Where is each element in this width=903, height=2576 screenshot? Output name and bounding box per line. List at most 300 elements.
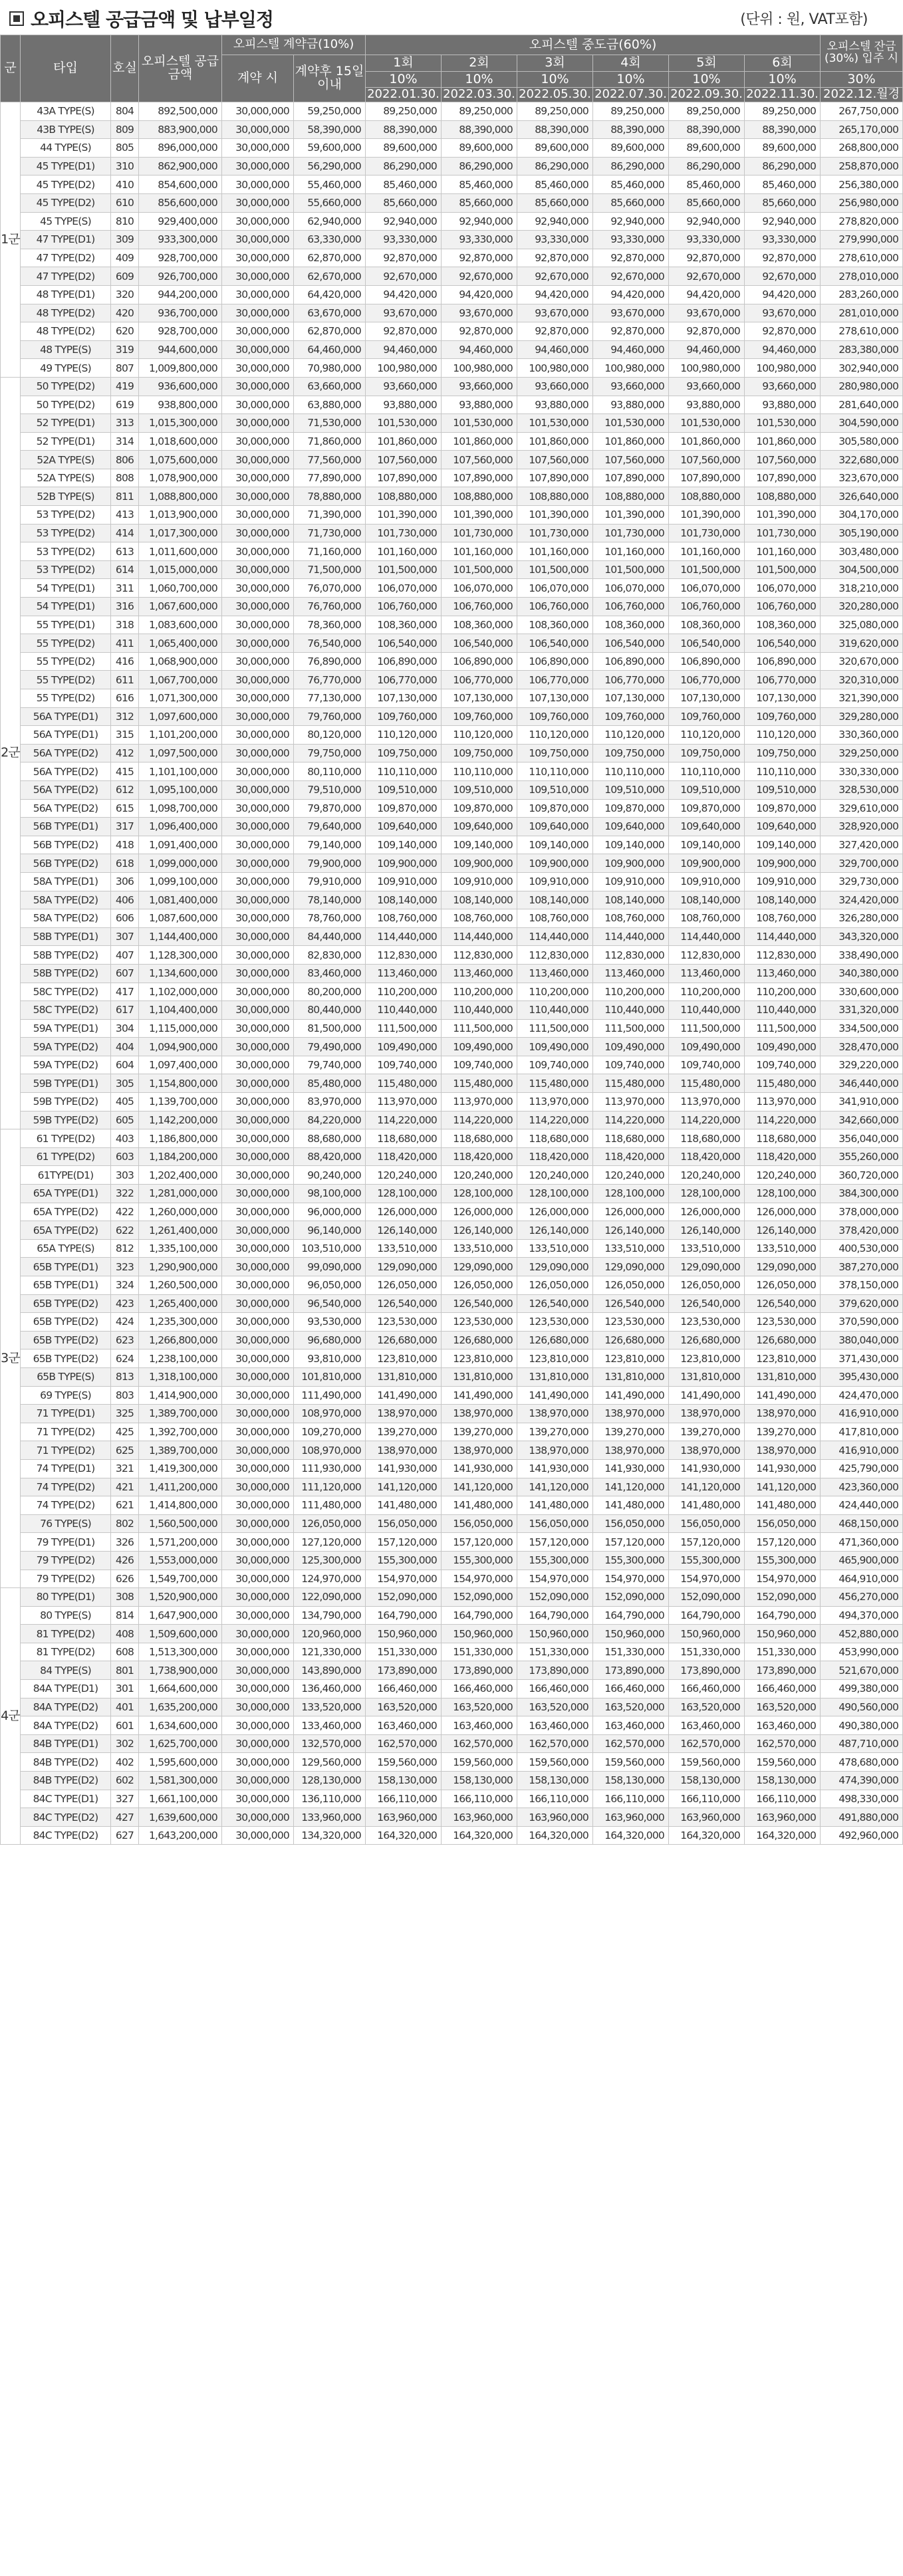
mid-6-cell: 92,870,000 [745, 322, 821, 341]
room-cell: 413 [111, 506, 139, 525]
mid-5-cell: 108,140,000 [669, 891, 745, 909]
mid-4-cell: 156,050,000 [593, 1514, 669, 1533]
mid-5-cell: 163,960,000 [669, 1808, 745, 1827]
contract-cell: 30,000,000 [222, 818, 294, 836]
type-cell: 58A TYPE(D2) [21, 891, 111, 909]
balance-cell: 334,500,000 [821, 1019, 903, 1038]
mid-5-cell: 86,290,000 [669, 157, 745, 176]
table-row [1, 1203, 903, 1221]
balance-cell: 356,040,000 [821, 1129, 903, 1148]
contract-cell: 30,000,000 [222, 1367, 294, 1386]
mid-1-cell: 100,980,000 [366, 359, 442, 378]
table-row [1, 671, 903, 689]
table-row [1, 414, 903, 433]
mid-6-cell: 173,890,000 [745, 1661, 821, 1680]
contract-cell: 30,000,000 [222, 1074, 294, 1093]
mid-1-cell: 111,500,000 [366, 1019, 442, 1038]
room-cell: 302 [111, 1734, 139, 1753]
header-inst-1-date: 2022.01.30. [366, 88, 442, 102]
mid-6-cell: 109,640,000 [745, 818, 821, 836]
balance-cell: 355,260,000 [821, 1147, 903, 1166]
room-cell: 802 [111, 1514, 139, 1533]
mid-5-cell: 92,870,000 [669, 322, 745, 341]
mid-2-cell: 101,500,000 [442, 560, 517, 579]
mid-2-cell: 101,530,000 [442, 414, 517, 433]
mid-4-cell: 173,890,000 [593, 1661, 669, 1680]
contract-cell: 30,000,000 [222, 1349, 294, 1368]
mid-3-cell: 101,390,000 [517, 506, 593, 525]
contract-after-cell: 71,500,000 [294, 560, 366, 579]
room-cell: 403 [111, 1129, 139, 1148]
mid-4-cell: 93,670,000 [593, 304, 669, 322]
contract-after-cell: 84,220,000 [294, 1111, 366, 1129]
type-cell: 65A TYPE(S) [21, 1239, 111, 1258]
supply-cell: 1,411,200,000 [139, 1478, 222, 1496]
mid-6-cell: 89,600,000 [745, 139, 821, 158]
mid-1-cell: 94,420,000 [366, 285, 442, 304]
mid-2-cell: 173,890,000 [442, 1661, 517, 1680]
mid-3-cell: 109,140,000 [517, 836, 593, 854]
header-inst-2-date: 2022.03.30. [442, 88, 517, 102]
balance-cell: 378,420,000 [821, 1221, 903, 1240]
contract-cell: 30,000,000 [222, 1533, 294, 1552]
mid-1-cell: 86,290,000 [366, 157, 442, 176]
mid-6-cell: 164,320,000 [745, 1826, 821, 1845]
mid-6-cell: 93,660,000 [745, 377, 821, 396]
supply-cell: 1,664,600,000 [139, 1680, 222, 1698]
room-cell: 422 [111, 1203, 139, 1221]
type-cell: 53 TYPE(D2) [21, 542, 111, 561]
mid-5-cell: 93,330,000 [669, 231, 745, 249]
page-header [0, 0, 876, 35]
mid-4-cell: 139,270,000 [593, 1423, 669, 1441]
mid-2-cell: 163,960,000 [442, 1808, 517, 1827]
supply-cell: 1,060,700,000 [139, 579, 222, 598]
table-row [1, 1790, 903, 1808]
mid-4-cell: 107,890,000 [593, 469, 669, 487]
contract-after-cell: 79,640,000 [294, 818, 366, 836]
mid-3-cell: 155,300,000 [517, 1551, 593, 1570]
mid-2-cell: 118,680,000 [442, 1129, 517, 1148]
mid-1-cell: 164,320,000 [366, 1826, 442, 1845]
table-row [1, 872, 903, 891]
room-cell: 405 [111, 1093, 139, 1112]
table-row [1, 1093, 903, 1112]
type-cell: 52A TYPE(S) [21, 469, 111, 487]
type-cell: 65A TYPE(D2) [21, 1203, 111, 1221]
contract-after-cell: 96,540,000 [294, 1294, 366, 1313]
mid-1-cell: 101,860,000 [366, 432, 442, 451]
room-cell: 311 [111, 579, 139, 598]
header-contract-group: 오피스텔 계약금(10%) [222, 35, 366, 55]
table-row [1, 1661, 903, 1680]
type-cell: 74 TYPE(D2) [21, 1496, 111, 1515]
mid-5-cell: 118,420,000 [669, 1147, 745, 1166]
balance-cell: 464,910,000 [821, 1570, 903, 1588]
room-cell: 407 [111, 946, 139, 965]
mid-1-cell: 92,940,000 [366, 212, 442, 231]
balance-cell: 329,700,000 [821, 854, 903, 873]
mid-4-cell: 141,120,000 [593, 1478, 669, 1496]
mid-6-cell: 155,300,000 [745, 1551, 821, 1570]
table-row [1, 377, 903, 396]
mid-3-cell: 128,100,000 [517, 1185, 593, 1203]
type-cell: 45 TYPE(D1) [21, 157, 111, 176]
contract-after-cell: 70,980,000 [294, 359, 366, 378]
balance-cell: 494,370,000 [821, 1606, 903, 1625]
mid-6-cell: 126,680,000 [745, 1331, 821, 1349]
mid-6-cell: 109,760,000 [745, 707, 821, 726]
mid-1-cell: 163,460,000 [366, 1716, 442, 1735]
mid-4-cell: 118,420,000 [593, 1147, 669, 1166]
mid-5-cell: 108,880,000 [669, 487, 745, 506]
mid-2-cell: 110,110,000 [442, 762, 517, 781]
type-cell: 56A TYPE(D2) [21, 780, 111, 799]
mid-6-cell: 156,050,000 [745, 1514, 821, 1533]
room-cell: 617 [111, 1001, 139, 1020]
contract-after-cell: 133,460,000 [294, 1716, 366, 1735]
mid-6-cell: 106,760,000 [745, 598, 821, 616]
mid-4-cell: 141,480,000 [593, 1496, 669, 1515]
room-cell: 408 [111, 1625, 139, 1643]
mid-6-cell: 108,140,000 [745, 891, 821, 909]
header-mid-group: 오피스텔 중도금(60%) [366, 35, 821, 55]
type-cell: 80 TYPE(D1) [21, 1588, 111, 1607]
type-cell: 49 TYPE(S) [21, 359, 111, 378]
balance-cell: 471,360,000 [821, 1533, 903, 1552]
mid-5-cell: 101,160,000 [669, 542, 745, 561]
mid-4-cell: 163,460,000 [593, 1716, 669, 1735]
balance-cell: 490,380,000 [821, 1716, 903, 1735]
balance-cell: 265,170,000 [821, 120, 903, 139]
mid-6-cell: 107,130,000 [745, 689, 821, 708]
mid-6-cell: 101,530,000 [745, 414, 821, 433]
mid-3-cell: 109,510,000 [517, 780, 593, 799]
mid-3-cell: 101,730,000 [517, 524, 593, 542]
mid-5-cell: 101,390,000 [669, 506, 745, 525]
type-cell: 58B TYPE(D2) [21, 946, 111, 965]
balance-cell: 417,810,000 [821, 1423, 903, 1441]
contract-after-cell: 108,970,000 [294, 1441, 366, 1460]
mid-2-cell: 108,880,000 [442, 487, 517, 506]
table-row [1, 1734, 903, 1753]
mid-1-cell: 85,660,000 [366, 193, 442, 212]
contract-cell: 30,000,000 [222, 744, 294, 762]
table-row [1, 1606, 903, 1625]
mid-2-cell: 101,730,000 [442, 524, 517, 542]
mid-2-cell: 85,460,000 [442, 176, 517, 194]
mid-4-cell: 158,130,000 [593, 1772, 669, 1790]
room-cell: 315 [111, 726, 139, 745]
contract-after-cell: 85,480,000 [294, 1074, 366, 1093]
mid-1-cell: 93,330,000 [366, 231, 442, 249]
type-cell: 56B TYPE(D1) [21, 818, 111, 836]
supply-cell: 1,068,900,000 [139, 652, 222, 671]
mid-5-cell: 85,460,000 [669, 176, 745, 194]
supply-cell: 1,260,500,000 [139, 1276, 222, 1295]
mid-4-cell: 93,660,000 [593, 377, 669, 396]
mid-1-cell: 155,300,000 [366, 1551, 442, 1570]
mid-3-cell: 126,050,000 [517, 1276, 593, 1295]
balance-cell: 268,800,000 [821, 139, 903, 158]
mid-3-cell: 123,810,000 [517, 1349, 593, 1368]
contract-cell: 30,000,000 [222, 1166, 294, 1185]
contract-cell: 30,000,000 [222, 927, 294, 946]
contract-cell: 30,000,000 [222, 1772, 294, 1790]
mid-5-cell: 110,120,000 [669, 726, 745, 745]
table-row [1, 176, 903, 194]
contract-after-cell: 83,460,000 [294, 964, 366, 983]
balance-cell: 318,210,000 [821, 579, 903, 598]
contract-after-cell: 132,570,000 [294, 1734, 366, 1753]
mid-5-cell: 123,810,000 [669, 1349, 745, 1368]
mid-3-cell: 85,460,000 [517, 176, 593, 194]
contract-after-cell: 79,910,000 [294, 872, 366, 891]
balance-cell: 324,420,000 [821, 891, 903, 909]
room-cell: 319 [111, 340, 139, 359]
balance-cell: 304,170,000 [821, 506, 903, 525]
mid-5-cell: 85,660,000 [669, 193, 745, 212]
mid-6-cell: 154,970,000 [745, 1570, 821, 1588]
supply-cell: 928,700,000 [139, 249, 222, 267]
type-cell: 84 TYPE(S) [21, 1661, 111, 1680]
type-cell: 65B TYPE(D2) [21, 1331, 111, 1349]
header-inst-2: 2회 [442, 55, 517, 72]
table-row [1, 634, 903, 653]
room-cell: 325 [111, 1405, 139, 1423]
mid-6-cell: 164,790,000 [745, 1606, 821, 1625]
contract-after-cell: 128,130,000 [294, 1772, 366, 1790]
mid-4-cell: 110,200,000 [593, 983, 669, 1001]
balance-cell: 340,380,000 [821, 964, 903, 983]
balance-cell: 338,490,000 [821, 946, 903, 965]
mid-1-cell: 138,970,000 [366, 1441, 442, 1460]
supply-cell: 892,500,000 [139, 102, 222, 121]
mid-2-cell: 106,070,000 [442, 579, 517, 598]
contract-after-cell: 80,200,000 [294, 983, 366, 1001]
type-cell: 53 TYPE(D2) [21, 524, 111, 542]
contract-after-cell: 79,510,000 [294, 780, 366, 799]
balance-cell: 521,670,000 [821, 1661, 903, 1680]
title-wrap [9, 5, 273, 32]
mid-5-cell: 164,790,000 [669, 1606, 745, 1625]
mid-5-cell: 150,960,000 [669, 1625, 745, 1643]
mid-1-cell: 109,510,000 [366, 780, 442, 799]
supply-cell: 1,015,300,000 [139, 414, 222, 433]
mid-6-cell: 110,110,000 [745, 762, 821, 781]
supply-cell: 1,013,900,000 [139, 506, 222, 525]
balance-cell: 492,960,000 [821, 1826, 903, 1845]
mid-6-cell: 138,970,000 [745, 1441, 821, 1460]
mid-3-cell: 106,070,000 [517, 579, 593, 598]
mid-6-cell: 114,440,000 [745, 927, 821, 946]
header-inst-6-date: 2022.11.30. [745, 88, 821, 102]
mid-1-cell: 93,670,000 [366, 304, 442, 322]
mid-5-cell: 128,100,000 [669, 1185, 745, 1203]
mid-4-cell: 150,960,000 [593, 1625, 669, 1643]
mid-2-cell: 141,480,000 [442, 1496, 517, 1515]
mid-4-cell: 141,490,000 [593, 1386, 669, 1405]
contract-after-cell: 111,930,000 [294, 1459, 366, 1478]
supply-cell: 1,144,400,000 [139, 927, 222, 946]
type-cell: 65B TYPE(D2) [21, 1294, 111, 1313]
mid-6-cell: 115,480,000 [745, 1074, 821, 1093]
contract-cell: 30,000,000 [222, 1551, 294, 1570]
type-cell: 74 TYPE(D1) [21, 1459, 111, 1478]
contract-cell: 30,000,000 [222, 1001, 294, 1020]
room-cell: 404 [111, 1038, 139, 1056]
contract-after-cell: 82,830,000 [294, 946, 366, 965]
contract-after-cell: 71,860,000 [294, 432, 366, 451]
table-row [1, 1386, 903, 1405]
room-cell: 423 [111, 1294, 139, 1313]
mid-2-cell: 126,000,000 [442, 1203, 517, 1221]
balance-cell: 341,910,000 [821, 1093, 903, 1112]
supply-cell: 1,392,700,000 [139, 1423, 222, 1441]
table-row [1, 102, 903, 121]
contract-cell: 30,000,000 [222, 487, 294, 506]
room-cell: 410 [111, 176, 139, 194]
mid-4-cell: 113,970,000 [593, 1093, 669, 1112]
mid-6-cell: 106,070,000 [745, 579, 821, 598]
mid-5-cell: 92,670,000 [669, 267, 745, 286]
room-cell: 415 [111, 762, 139, 781]
type-cell: 84B TYPE(D2) [21, 1772, 111, 1790]
page-title: 오피스텔 공급금액 및 납부일정 [31, 9, 273, 31]
type-cell: 55 TYPE(D1) [21, 616, 111, 634]
mid-4-cell: 101,860,000 [593, 432, 669, 451]
type-cell: 71 TYPE(D1) [21, 1405, 111, 1423]
mid-5-cell: 118,680,000 [669, 1129, 745, 1148]
table-row [1, 1753, 903, 1772]
contract-cell: 30,000,000 [222, 1111, 294, 1129]
mid-1-cell: 115,480,000 [366, 1074, 442, 1093]
contract-cell: 30,000,000 [222, 1753, 294, 1772]
mid-3-cell: 92,870,000 [517, 249, 593, 267]
mid-4-cell: 86,290,000 [593, 157, 669, 176]
mid-4-cell: 163,520,000 [593, 1698, 669, 1716]
mid-1-cell: 141,930,000 [366, 1459, 442, 1478]
mid-2-cell: 112,830,000 [442, 946, 517, 965]
mid-3-cell: 154,970,000 [517, 1570, 593, 1588]
type-cell: 59A TYPE(D1) [21, 1019, 111, 1038]
mid-2-cell: 166,110,000 [442, 1790, 517, 1808]
contract-cell: 30,000,000 [222, 1625, 294, 1643]
mid-6-cell: 88,390,000 [745, 120, 821, 139]
room-cell: 809 [111, 120, 139, 139]
mid-2-cell: 123,530,000 [442, 1313, 517, 1332]
mid-1-cell: 112,830,000 [366, 946, 442, 965]
balance-cell: 465,900,000 [821, 1551, 903, 1570]
supply-cell: 928,700,000 [139, 322, 222, 341]
supply-cell: 1,186,800,000 [139, 1129, 222, 1148]
type-cell: 52 TYPE(D1) [21, 414, 111, 433]
mid-4-cell: 108,880,000 [593, 487, 669, 506]
mid-3-cell: 139,270,000 [517, 1423, 593, 1441]
type-cell: 47 TYPE(D1) [21, 231, 111, 249]
mid-6-cell: 157,120,000 [745, 1533, 821, 1552]
type-cell: 65B TYPE(D2) [21, 1349, 111, 1368]
mid-3-cell: 101,160,000 [517, 542, 593, 561]
mid-2-cell: 109,740,000 [442, 1056, 517, 1074]
contract-after-cell: 55,460,000 [294, 176, 366, 194]
mid-2-cell: 108,760,000 [442, 909, 517, 928]
mid-5-cell: 89,250,000 [669, 102, 745, 121]
mid-2-cell: 163,460,000 [442, 1716, 517, 1735]
contract-cell: 30,000,000 [222, 1826, 294, 1845]
mid-3-cell: 163,460,000 [517, 1716, 593, 1735]
square-bullet-icon [9, 11, 24, 26]
table-row [1, 285, 903, 304]
balance-cell: 329,730,000 [821, 872, 903, 891]
mid-1-cell: 126,050,000 [366, 1276, 442, 1295]
supply-cell: 1,154,800,000 [139, 1074, 222, 1093]
type-cell: 56A TYPE(D2) [21, 744, 111, 762]
mid-2-cell: 110,120,000 [442, 726, 517, 745]
mid-4-cell: 113,460,000 [593, 964, 669, 983]
mid-6-cell: 123,530,000 [745, 1313, 821, 1332]
mid-1-cell: 131,810,000 [366, 1367, 442, 1386]
table-row [1, 1294, 903, 1313]
mid-4-cell: 106,070,000 [593, 579, 669, 598]
table-row [1, 1570, 903, 1588]
mid-4-cell: 112,830,000 [593, 946, 669, 965]
mid-6-cell: 109,870,000 [745, 799, 821, 818]
contract-cell: 30,000,000 [222, 872, 294, 891]
mid-2-cell: 92,870,000 [442, 249, 517, 267]
mid-6-cell: 110,200,000 [745, 983, 821, 1001]
table-row [1, 616, 903, 634]
mid-2-cell: 110,200,000 [442, 983, 517, 1001]
type-cell: 84B TYPE(D1) [21, 1734, 111, 1753]
type-cell: 56A TYPE(D1) [21, 726, 111, 745]
header-inst-4-date: 2022.07.30. [593, 88, 669, 102]
mid-2-cell: 164,320,000 [442, 1826, 517, 1845]
balance-cell: 330,600,000 [821, 983, 903, 1001]
mid-3-cell: 115,480,000 [517, 1074, 593, 1093]
room-cell: 324 [111, 1276, 139, 1295]
type-cell: 65B TYPE(D1) [21, 1276, 111, 1295]
mid-4-cell: 157,120,000 [593, 1533, 669, 1552]
mid-6-cell: 166,460,000 [745, 1680, 821, 1698]
mid-6-cell: 113,970,000 [745, 1093, 821, 1112]
balance-cell: 378,000,000 [821, 1203, 903, 1221]
mid-2-cell: 93,330,000 [442, 231, 517, 249]
contract-cell: 30,000,000 [222, 267, 294, 286]
mid-5-cell: 141,930,000 [669, 1459, 745, 1478]
contract-after-cell: 96,680,000 [294, 1331, 366, 1349]
contract-after-cell: 71,530,000 [294, 414, 366, 433]
table-row [1, 780, 903, 799]
mid-1-cell: 109,910,000 [366, 872, 442, 891]
balance-cell: 328,530,000 [821, 780, 903, 799]
mid-5-cell: 94,420,000 [669, 285, 745, 304]
room-cell: 604 [111, 1056, 139, 1074]
contract-cell: 30,000,000 [222, 964, 294, 983]
mid-4-cell: 89,250,000 [593, 102, 669, 121]
contract-after-cell: 127,120,000 [294, 1533, 366, 1552]
mid-2-cell: 109,870,000 [442, 799, 517, 818]
mid-6-cell: 152,090,000 [745, 1588, 821, 1607]
type-cell: 79 TYPE(D2) [21, 1551, 111, 1570]
type-cell: 59B TYPE(D2) [21, 1111, 111, 1129]
mid-1-cell: 163,960,000 [366, 1808, 442, 1827]
mid-6-cell: 109,900,000 [745, 854, 821, 873]
contract-cell: 30,000,000 [222, 1038, 294, 1056]
mid-6-cell: 110,120,000 [745, 726, 821, 745]
mid-2-cell: 100,980,000 [442, 359, 517, 378]
mid-3-cell: 113,460,000 [517, 964, 593, 983]
